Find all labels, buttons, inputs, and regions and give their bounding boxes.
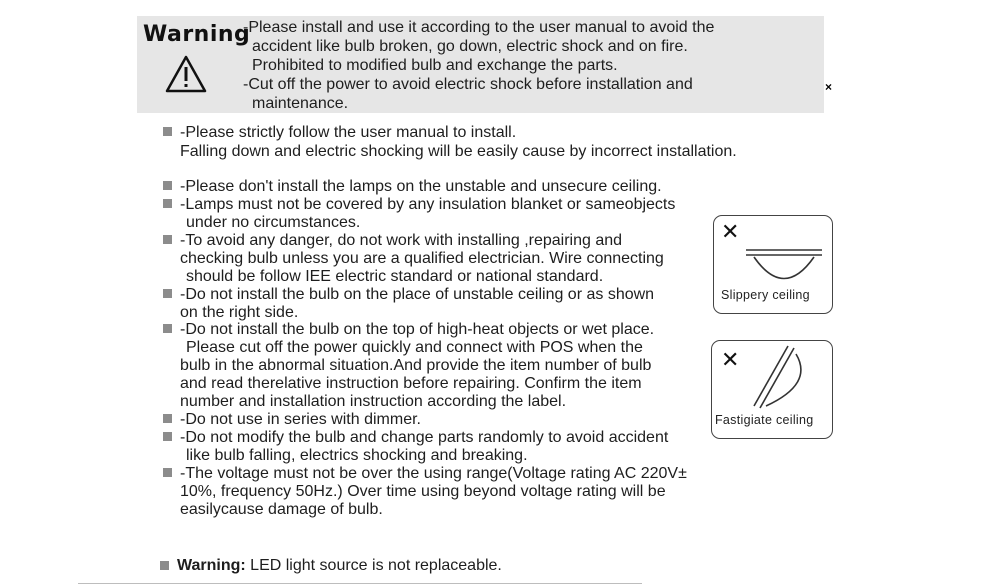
list-item: -Please don't install the lamps on the unstable and unsecure ceiling. (180, 178, 662, 195)
list-item: Falling down and electric shocking will be easily cause by incorrect installation. (180, 143, 737, 160)
list-item: bulb in the abnormal situation.And provide the item number of bulb (180, 357, 652, 374)
list-item: -To avoid any danger, do not work with installing ,repairing and (180, 232, 623, 249)
bullet-square-icon (163, 432, 172, 441)
bullet-square-icon (163, 468, 172, 477)
cross-icon: ✕ (721, 347, 740, 372)
list-item: -Do not install the bulb on the place of unstable ceiling or as shown (180, 286, 655, 303)
slippery-ceiling-caption: Slippery ceiling (721, 288, 810, 302)
list-item: -The voltage must not be over the using range(Voltage rating AC 220V± (180, 465, 687, 482)
list-item: -Do not install the bulb on the top of high-heat objects or wet place. (180, 321, 655, 338)
ceiling-lamp-icon (744, 244, 824, 288)
bullet-square-icon (160, 561, 169, 570)
footer-warning-text: LED light source is not replaceable. (245, 557, 502, 574)
list-item: -Please strictly follow the user manual to install. (180, 124, 517, 141)
list-item: like bulb falling, electrics shocking and breaking. (186, 447, 528, 464)
close-icon[interactable]: × (825, 80, 833, 94)
list-item: on the right side. (180, 304, 299, 321)
list-item: 10%, frequency 50Hz.) Over time using beyond voltage rating will be (180, 483, 666, 500)
list-item: under no circumstances. (186, 214, 361, 231)
list-item: and read therelative instruction before repairing. Confirm the item (180, 375, 642, 392)
list-item: number and installation instruction according the label. (180, 393, 567, 410)
bullet-square-icon (163, 289, 172, 298)
list-item: -Do not use in series with dimmer. (180, 411, 421, 428)
bullet-square-icon (163, 181, 172, 190)
warning-line: Prohibited to modified bulb and exchange the parts. (252, 57, 618, 74)
bullet-square-icon (163, 324, 172, 333)
bullet-square-icon (163, 235, 172, 244)
list-item: Please cut off the power quickly and connect with POS when the (186, 339, 643, 356)
warning-line: -Cut off the power to avoid electric shock before installation and (243, 76, 693, 93)
footer-warning (177, 557, 502, 575)
list-item: checking bulb unless you are a qualified electrician. Wire connecting (180, 250, 664, 267)
list-item: -Do not modify the bulb and change parts randomly to avoid accident (180, 429, 669, 446)
bullet-square-icon (163, 127, 172, 136)
warning-title: Warning (143, 22, 251, 47)
bullet-square-icon (163, 414, 172, 423)
cross-icon: ✕ (721, 219, 740, 244)
divider (78, 583, 642, 584)
list-item: should be follow IEE electric standard or national standard. (186, 268, 604, 285)
footer-warning-label: Warning: (177, 557, 246, 574)
list-item: easilycause damage of bulb. (180, 501, 383, 518)
slanted-lamp-icon (744, 344, 814, 410)
list-item: -Lamps must not be covered by any insulation blanket or sameobjects (180, 196, 676, 213)
bullet-square-icon (163, 199, 172, 208)
warning-line: maintenance. (252, 95, 349, 112)
fastigiate-ceiling-caption: Fastigiate ceiling (715, 413, 814, 427)
warning-triangle-icon (164, 54, 208, 94)
warning-line: accident like bulb broken, go down, electric shock and on fire. (252, 38, 688, 55)
warning-line: -Please install and use it according to the user manual to avoid the (243, 19, 715, 36)
